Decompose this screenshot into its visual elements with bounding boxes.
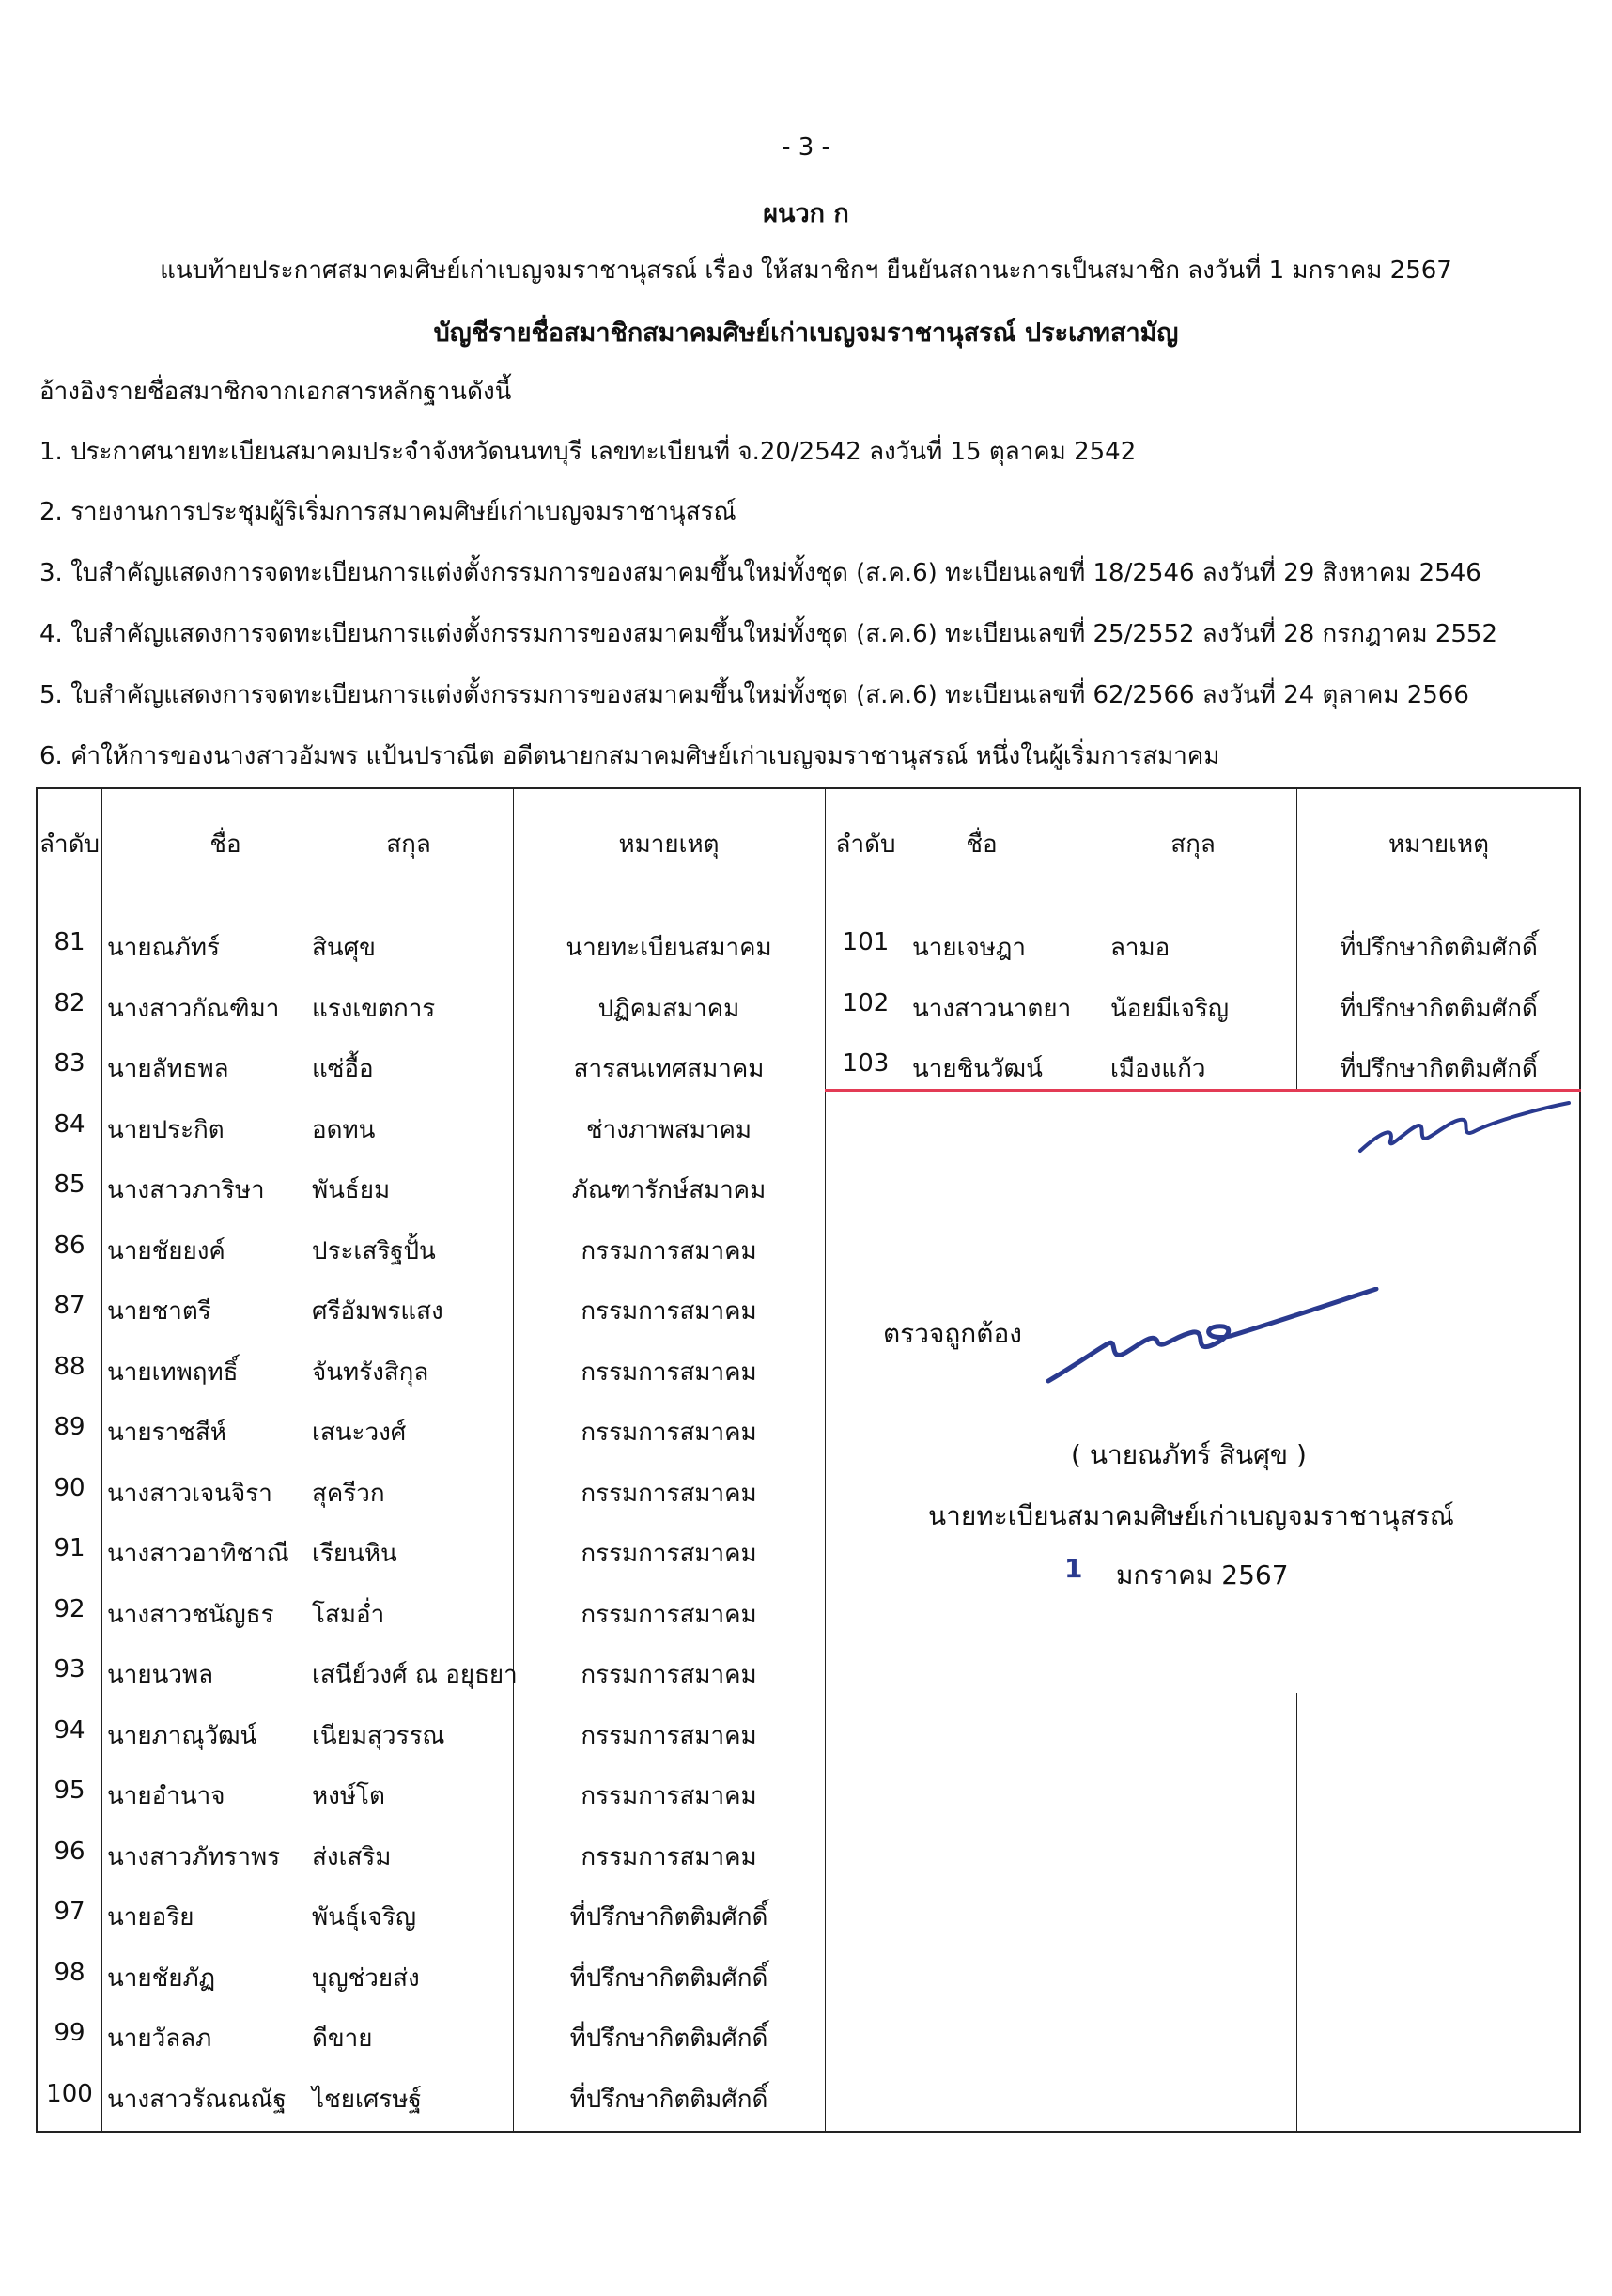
row-number: 86 bbox=[54, 1231, 85, 1260]
row-number: 102 bbox=[842, 988, 890, 1017]
member-surname: เสนะวงศ์ bbox=[312, 1419, 407, 1447]
member-surname: เมืองแก้ว bbox=[1110, 1055, 1206, 1083]
header-surname: สกุล bbox=[1170, 830, 1216, 859]
reference-item: 1. ประกาศนายทะเบียนสมาคมประจำจังหวัดนนทบุรี เลขทะเบียนที่ จ.20/2542 ลงวันที่ 15 ตุลาคม 2542 bbox=[39, 438, 1137, 466]
member-name: นางสาวกัณฑิมา bbox=[107, 994, 280, 1023]
member-surname: พันธุ์เจริญ bbox=[312, 1903, 417, 1931]
member-name: นายราชสีห์ bbox=[107, 1419, 226, 1447]
row-number: 100 bbox=[46, 2079, 93, 2108]
member-surname: บุญช่วยส่ง bbox=[312, 1963, 420, 1993]
row-number: 101 bbox=[842, 928, 890, 956]
member-surname: พันธ์ยม bbox=[312, 1176, 391, 1204]
member-note: ที่ปรึกษากิตติมศักดิ์ bbox=[1340, 934, 1538, 962]
member-note: ที่ปรึกษากิตติมศักดิ์ bbox=[1340, 994, 1538, 1023]
member-surname: แซ่อื้อ bbox=[312, 1055, 374, 1083]
header-note: หมายเหตุ bbox=[1387, 830, 1490, 859]
header-note: หมายเหตุ bbox=[618, 830, 720, 859]
row-number: 95 bbox=[54, 1776, 85, 1805]
member-note: ที่ปรึกษากิตติมศักดิ์ bbox=[569, 1963, 768, 1993]
reference-intro: อ้างอิงรายชื่อสมาชิกจากเอกสารหลักฐานดังนี้ bbox=[39, 378, 512, 406]
member-surname: ประเสริฐปั้น bbox=[312, 1236, 436, 1265]
row-number: 93 bbox=[54, 1655, 85, 1683]
member-name: นางสาวภาริษา bbox=[107, 1176, 265, 1204]
row-number: 85 bbox=[54, 1171, 85, 1199]
member-note: ที่ปรึกษากิตติมศักดิ์ bbox=[569, 2025, 768, 2053]
row-number: 97 bbox=[54, 1898, 85, 1926]
member-note: กรรมการสมาคม bbox=[581, 1297, 757, 1326]
member-surname: ดีขาย bbox=[312, 2025, 373, 2053]
signer-name: ( นายณภัทร์ สินศุข ) bbox=[1071, 1439, 1307, 1470]
row-number: 90 bbox=[54, 1473, 85, 1502]
member-note: กรรมการสมาคม bbox=[581, 1419, 757, 1447]
member-name: นายเทพฤทธิ์ bbox=[107, 1357, 239, 1387]
date-month-year: มกราคม 2567 bbox=[1116, 1559, 1289, 1590]
date-day: 1 bbox=[1064, 1553, 1083, 1584]
member-note: กรรมการสมาคม bbox=[581, 1479, 757, 1508]
member-note: ที่ปรึกษากิตติมศักดิ์ bbox=[1340, 1055, 1538, 1083]
member-surname: จันทรังสิกุล bbox=[312, 1357, 429, 1387]
page-number: - 3 - bbox=[782, 133, 830, 162]
member-surname: ไชยเศรษฐ์ bbox=[312, 2085, 422, 2114]
attachment-line: แนบท้ายประกาศสมาคมศิษย์เก่าเบญจมราชานุสรณ์ เรื่อง ให้สมาชิกฯ ยืนยันสถานะการเป็นสมาชิก ลงวันที่ 1 มกราคม 2567 bbox=[160, 256, 1452, 285]
member-name: นางสาวนาตยา bbox=[912, 994, 1072, 1023]
member-note: กรรมการสมาคม bbox=[581, 1357, 757, 1387]
row-number: 94 bbox=[54, 1715, 85, 1745]
member-name: นายวัลลภ bbox=[107, 2025, 212, 2053]
member-note: กรรมการสมาคม bbox=[581, 1236, 757, 1265]
member-surname: เสนีย์วงศ์ ณ อยุธยา bbox=[312, 1661, 518, 1689]
appendix-title: ผนวก ก bbox=[763, 199, 849, 228]
header-seq: ลำดับ bbox=[835, 830, 896, 859]
end-of-list-rule bbox=[825, 1089, 1581, 1092]
row-number: 83 bbox=[54, 1049, 85, 1078]
row-number: 99 bbox=[54, 2019, 85, 2047]
member-note: นายทะเบียนสมาคม bbox=[566, 934, 772, 962]
member-note: สารสนเทศสมาคม bbox=[573, 1055, 765, 1083]
member-surname: ศรีอัมพรแสง bbox=[312, 1297, 443, 1326]
member-surname: น้อยมีเจริญ bbox=[1110, 994, 1230, 1023]
row-number: 98 bbox=[54, 1958, 85, 1987]
member-name: นายอำนาจ bbox=[107, 1782, 225, 1810]
member-surname: เรียนหิน bbox=[312, 1540, 397, 1568]
member-name: นายชินวัฒน์ bbox=[912, 1055, 1043, 1083]
member-note: ปฏิคมสมาคม bbox=[597, 994, 740, 1023]
member-name: นางสาวรัณณณัฐ bbox=[107, 2085, 287, 2114]
initials-signature bbox=[1353, 1099, 1578, 1165]
row-number: 88 bbox=[54, 1352, 85, 1381]
member-name: นางสาวเจนจิรา bbox=[107, 1479, 272, 1508]
member-name: นายลัทธพล bbox=[107, 1055, 229, 1083]
reference-item: 6. คำให้การของนางสาวอัมพร แป้นปราณีต อดีตนายกสมาคมศิษย์เก่าเบญจมราชานุสรณ์ หนึ่งในผู้เริ่มการสมาคม bbox=[39, 742, 1220, 770]
member-name: นายอริย bbox=[107, 1903, 194, 1931]
member-note: ที่ปรึกษากิตติมศักดิ์ bbox=[569, 2085, 768, 2114]
member-surname: โสมอ่ำ bbox=[312, 1600, 385, 1629]
verified-label: ตรวจถูกต้อง bbox=[883, 1318, 1022, 1349]
member-note: ช่างภาพสมาคม bbox=[586, 1115, 752, 1144]
row-number: 103 bbox=[842, 1049, 890, 1078]
member-surname: แรงเขตการ bbox=[312, 994, 436, 1023]
member-note: ที่ปรึกษากิตติมศักดิ์ bbox=[569, 1903, 768, 1931]
header-name: ชื่อ bbox=[966, 830, 998, 859]
member-surname: อดทน bbox=[312, 1115, 376, 1144]
member-name: นายชัยภัฏ bbox=[107, 1963, 216, 1993]
row-number: 82 bbox=[54, 988, 85, 1017]
row-number: 96 bbox=[54, 1837, 85, 1866]
member-name: นางสาวชนัญธร bbox=[107, 1600, 274, 1629]
member-table bbox=[36, 787, 1581, 2133]
member-name: นายประกิต bbox=[107, 1115, 225, 1144]
member-surname: ส่งเสริม bbox=[312, 1842, 392, 1871]
member-note: กรรมการสมาคม bbox=[581, 1842, 757, 1871]
member-note: กรรมการสมาคม bbox=[581, 1661, 757, 1689]
row-number: 81 bbox=[54, 928, 85, 956]
reference-item: 4. ใบสำคัญแสดงการจดทะเบียนการแต่งตั้งกรรมการของสมาคมขึ้นใหม่ทั้งชุด (ส.ค.6) ทะเบียนเลขที่ 25/2552 ลงวันที่ 28 กรกฎาคม 2552 bbox=[39, 620, 1498, 648]
signer-title: นายทะเบียนสมาคมศิษย์เก่าเบญจมราชานุสรณ์ bbox=[928, 1500, 1454, 1531]
member-surname: เนียมสุวรรณ bbox=[312, 1721, 445, 1750]
member-note: กรรมการสมาคม bbox=[581, 1540, 757, 1568]
reference-item: 5. ใบสำคัญแสดงการจดทะเบียนการแต่งตั้งกรรมการของสมาคมขึ้นใหม่ทั้งชุด (ส.ค.6) ทะเบียนเลขที่ 62/2566 ลงวันที่ 24 ตุลาคม 2566 bbox=[39, 681, 1469, 709]
member-name: นางสาวอาทิชาณี bbox=[107, 1540, 289, 1568]
table-divider bbox=[101, 789, 102, 2133]
reference-item: 2. รายงานการประชุมผู้ริเริ่มการสมาคมศิษย์เก่าเบญจมราชานุสรณ์ bbox=[39, 498, 736, 526]
member-note: กรรมการสมาคม bbox=[581, 1600, 757, 1629]
row-number: 91 bbox=[54, 1534, 85, 1562]
header-seq: ลำดับ bbox=[39, 830, 100, 859]
row-number: 92 bbox=[54, 1594, 85, 1623]
row-number: 89 bbox=[54, 1413, 85, 1441]
header-name: ชื่อ bbox=[209, 830, 241, 859]
member-surname: สุครีวก bbox=[312, 1479, 385, 1508]
member-name: นายภาณุวัฒน์ bbox=[107, 1721, 257, 1750]
registrar-signature bbox=[1043, 1287, 1381, 1390]
member-surname: หงษ์โต bbox=[312, 1782, 385, 1810]
member-note: กรรมการสมาคม bbox=[581, 1782, 757, 1810]
member-surname: ลามอ bbox=[1110, 934, 1170, 962]
table-divider bbox=[1296, 1693, 1297, 2133]
member-note: ภัณฑารักษ์สมาคม bbox=[571, 1176, 767, 1204]
member-name: นายชัยยงค์ bbox=[107, 1236, 225, 1265]
member-name: นายเจษฎา bbox=[912, 934, 1026, 962]
reference-item: 3. ใบสำคัญแสดงการจดทะเบียนการแต่งตั้งกรรมการของสมาคมขึ้นใหม่ทั้งชุด (ส.ค.6) ทะเบียนเลขที่ 18/2546 ลงวันที่ 29 สิงหาคม 2546 bbox=[39, 559, 1481, 587]
member-name: นายนวพล bbox=[107, 1661, 214, 1689]
row-number: 84 bbox=[54, 1109, 85, 1139]
member-name: นายณภัทร์ bbox=[107, 934, 220, 962]
header-surname: สกุล bbox=[386, 830, 431, 859]
member-name: นางสาวภัทราพร bbox=[107, 1842, 281, 1871]
row-number: 87 bbox=[54, 1292, 85, 1320]
member-surname: สินศุข bbox=[312, 934, 376, 962]
member-name: นายชาตรี bbox=[107, 1297, 211, 1326]
member-note: กรรมการสมาคม bbox=[581, 1721, 757, 1750]
list-title: บัญชีรายชื่อสมาชิกสมาคมศิษย์เก่าเบญจมราชานุสรณ์ ประเภทสามัญ bbox=[433, 318, 1179, 348]
